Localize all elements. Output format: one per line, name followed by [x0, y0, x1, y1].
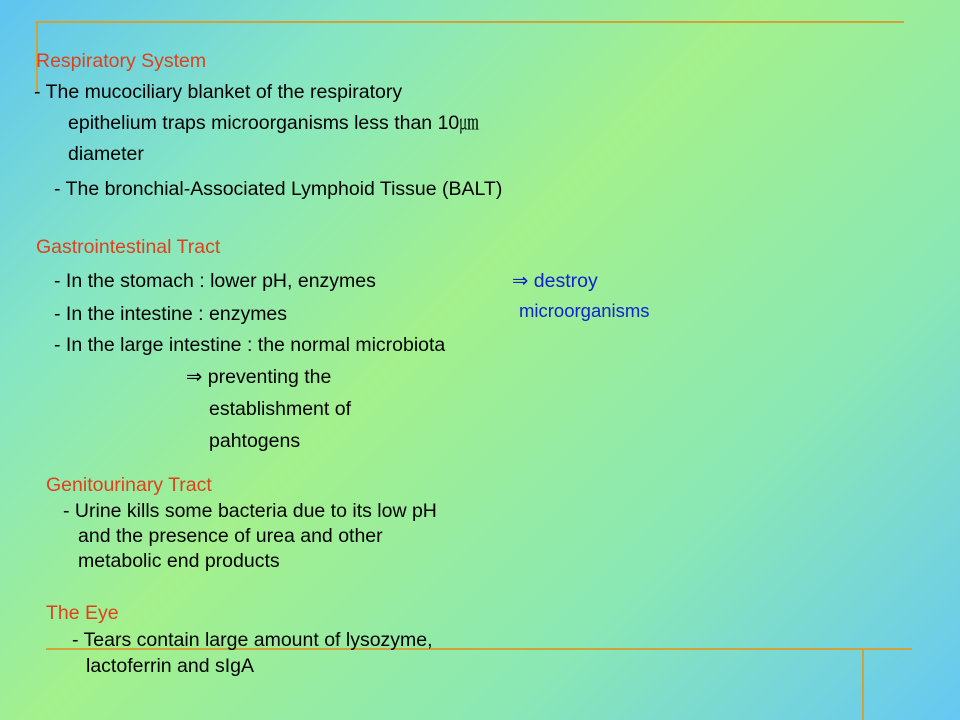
gastro-line-2: - In the intestine : enzymes [54, 303, 288, 325]
genito-line-2: and the presence of urea and other [78, 525, 383, 547]
genito-line-1: - Urine kills some bacteria due to its low pH [63, 500, 437, 522]
gastro-line-1: - In the stomach : lower pH, enzymes [54, 270, 376, 292]
respiratory-heading: Respiratory System [36, 50, 207, 72]
genito-line-3: metabolic end products [78, 550, 280, 572]
eye-line-1: - Tears contain large amount of lysozyme, [72, 629, 433, 651]
genito-heading: Genitourinary Tract [46, 474, 212, 496]
gastro-line-3: - In the large intestine : the normal microbiota [54, 334, 446, 356]
gastro-note-line-2: microorganisms [519, 300, 650, 321]
gastro-sub-line-2: establishment of [209, 398, 351, 420]
gastro-sub-line-3: pahtogens [209, 430, 301, 452]
respiratory-line-4: - The bronchial-Associated Lymphoid Tissue (BALT) [54, 178, 503, 200]
gastro-note-line-1: ⇒ destroy [512, 270, 598, 292]
right-rule [862, 648, 864, 720]
eye-heading: The Eye [46, 602, 119, 624]
respiratory-line-1: - The mucociliary blanket of the respiratory [34, 81, 403, 103]
respiratory-line-2: epithelium traps microorganisms less than 10㎛ [68, 112, 479, 134]
respiratory-line-3: diameter [68, 143, 144, 165]
eye-line-2: lactoferrin and sIgA [86, 655, 255, 677]
gastro-sub-line-1: ⇒ preventing the [186, 366, 332, 388]
gastro-heading: Gastrointestinal Tract [36, 236, 221, 258]
top-rule [36, 21, 904, 23]
